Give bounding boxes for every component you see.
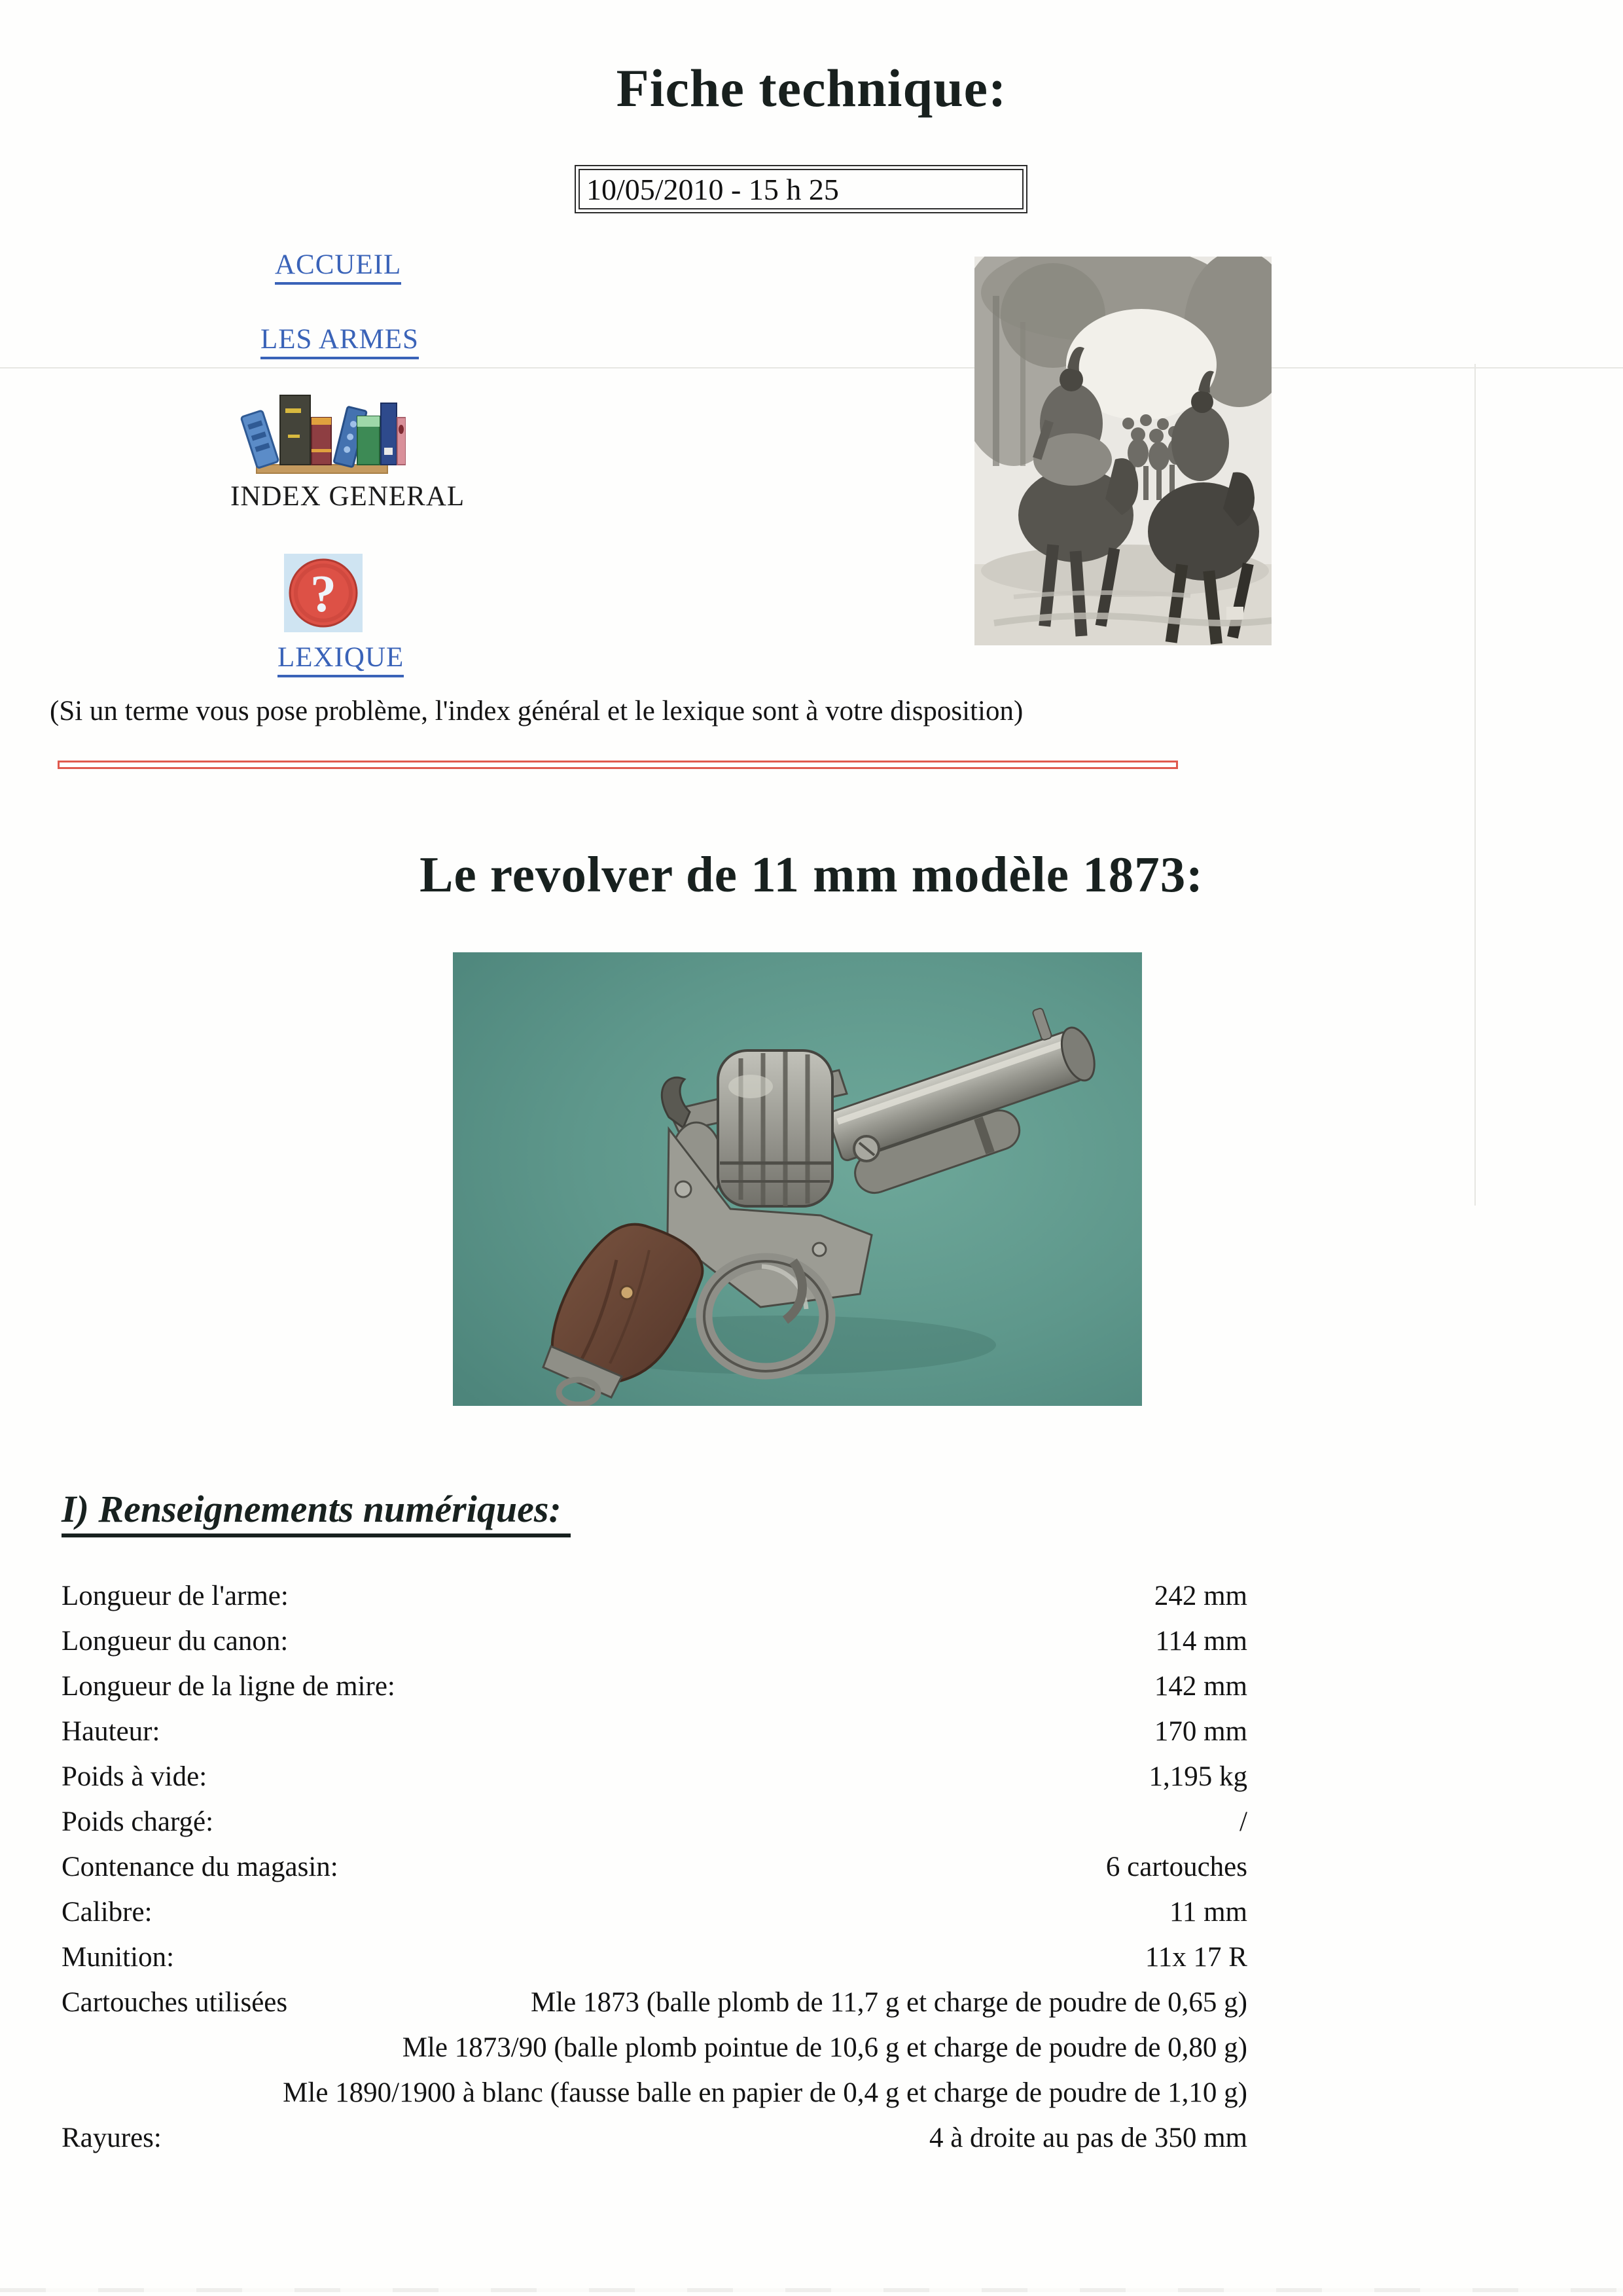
spec-row	[62, 1754, 1247, 1799]
spec-row	[62, 1844, 1247, 1890]
spec-label: Munition:	[62, 1942, 175, 1973]
spec-row	[62, 2025, 1247, 2070]
spec-label: Calibre:	[62, 1897, 152, 1928]
section-title: I) Renseignements numériques:	[62, 1487, 571, 1537]
spec-row	[62, 1935, 1247, 1980]
weapon-heading: Le revolver de 11 mm modèle 1873:	[419, 846, 1204, 903]
spec-value: 11x 17 R	[1145, 1942, 1247, 1973]
spec-row	[62, 1980, 1247, 2025]
spec-row	[62, 1890, 1247, 1935]
nav-link-lexique[interactable]: LEXIQUE	[277, 641, 404, 677]
scan-artifact-noise	[0, 2288, 1623, 2292]
spec-value: Mle 1873 (balle plomb de 11,7 g et charge de poudre de 0,65 g)	[530, 1987, 1247, 2018]
spec-label: Rayures:	[62, 2123, 162, 2153]
spec-value: 142 mm	[1154, 1671, 1247, 1702]
spec-value: 11 mm	[1169, 1897, 1247, 1928]
svg-text:?: ?	[310, 565, 336, 623]
spec-label: Poids chargé:	[62, 1806, 214, 1837]
spec-list	[62, 1573, 1247, 2161]
spec-label: Hauteur:	[62, 1716, 160, 1747]
spec-label: Longueur de l'arme:	[62, 1581, 289, 1611]
scan-artifact-line	[0, 367, 1623, 368]
red-divider-rule	[58, 761, 1178, 769]
question-mark-icon[interactable]	[284, 554, 363, 632]
help-note: (Si un terme vous pose problème, l'index général et le lexique sont à votre disposition)	[50, 696, 1024, 726]
spec-value: /	[1240, 1806, 1247, 1837]
spec-label: Contenance du magasin:	[62, 1852, 338, 1882]
cavalry-engraving-image	[974, 257, 1272, 645]
nav-link-les-armes[interactable]: LES ARMES	[260, 323, 419, 359]
spec-label: Longueur de la ligne de mire:	[62, 1671, 395, 1702]
spec-value: 6 cartouches	[1105, 1852, 1247, 1882]
spec-row	[62, 2070, 1247, 2115]
scan-artifact-line	[1474, 364, 1476, 1206]
shelf	[257, 465, 387, 473]
spec-value: 242 mm	[1154, 1581, 1247, 1611]
spec-value: 4 à droite au pas de 350 mm	[929, 2123, 1247, 2153]
page-title: Fiche technique:	[616, 58, 1007, 118]
date-timestamp: 10/05/2010 - 15 h 25	[579, 169, 1024, 209]
spec-row	[62, 1619, 1247, 1664]
spec-row	[62, 1664, 1247, 1709]
spec-label: Cartouches utilisées	[62, 1987, 288, 2018]
spec-value: Mle 1890/1900 à blanc (fausse balle en papier de 0,4 g et charge de poudre de 1,10 g)	[283, 2077, 1247, 2108]
spec-row	[62, 1799, 1247, 1844]
spec-label: Longueur du canon:	[62, 1626, 289, 1657]
date-box	[575, 165, 1027, 213]
nav-link-accueil[interactable]: ACCUEIL	[275, 249, 401, 285]
spec-label: Poids à vide:	[62, 1761, 207, 1792]
spec-row	[62, 1573, 1247, 1619]
spec-value: 1,195 kg	[1149, 1761, 1247, 1792]
spec-value: 170 mm	[1154, 1716, 1247, 1747]
bookshelf-icon[interactable]	[234, 391, 406, 478]
spec-row	[62, 2115, 1247, 2161]
nav-link-index-general[interactable]: INDEX GENERAL	[230, 481, 465, 512]
spec-value: 114 mm	[1155, 1626, 1247, 1657]
spec-value: Mle 1873/90 (balle plomb pointue de 10,6 g et charge de poudre de 0,80 g)	[402, 2032, 1247, 2063]
spec-row	[62, 1709, 1247, 1754]
revolver-photo	[453, 952, 1142, 1406]
